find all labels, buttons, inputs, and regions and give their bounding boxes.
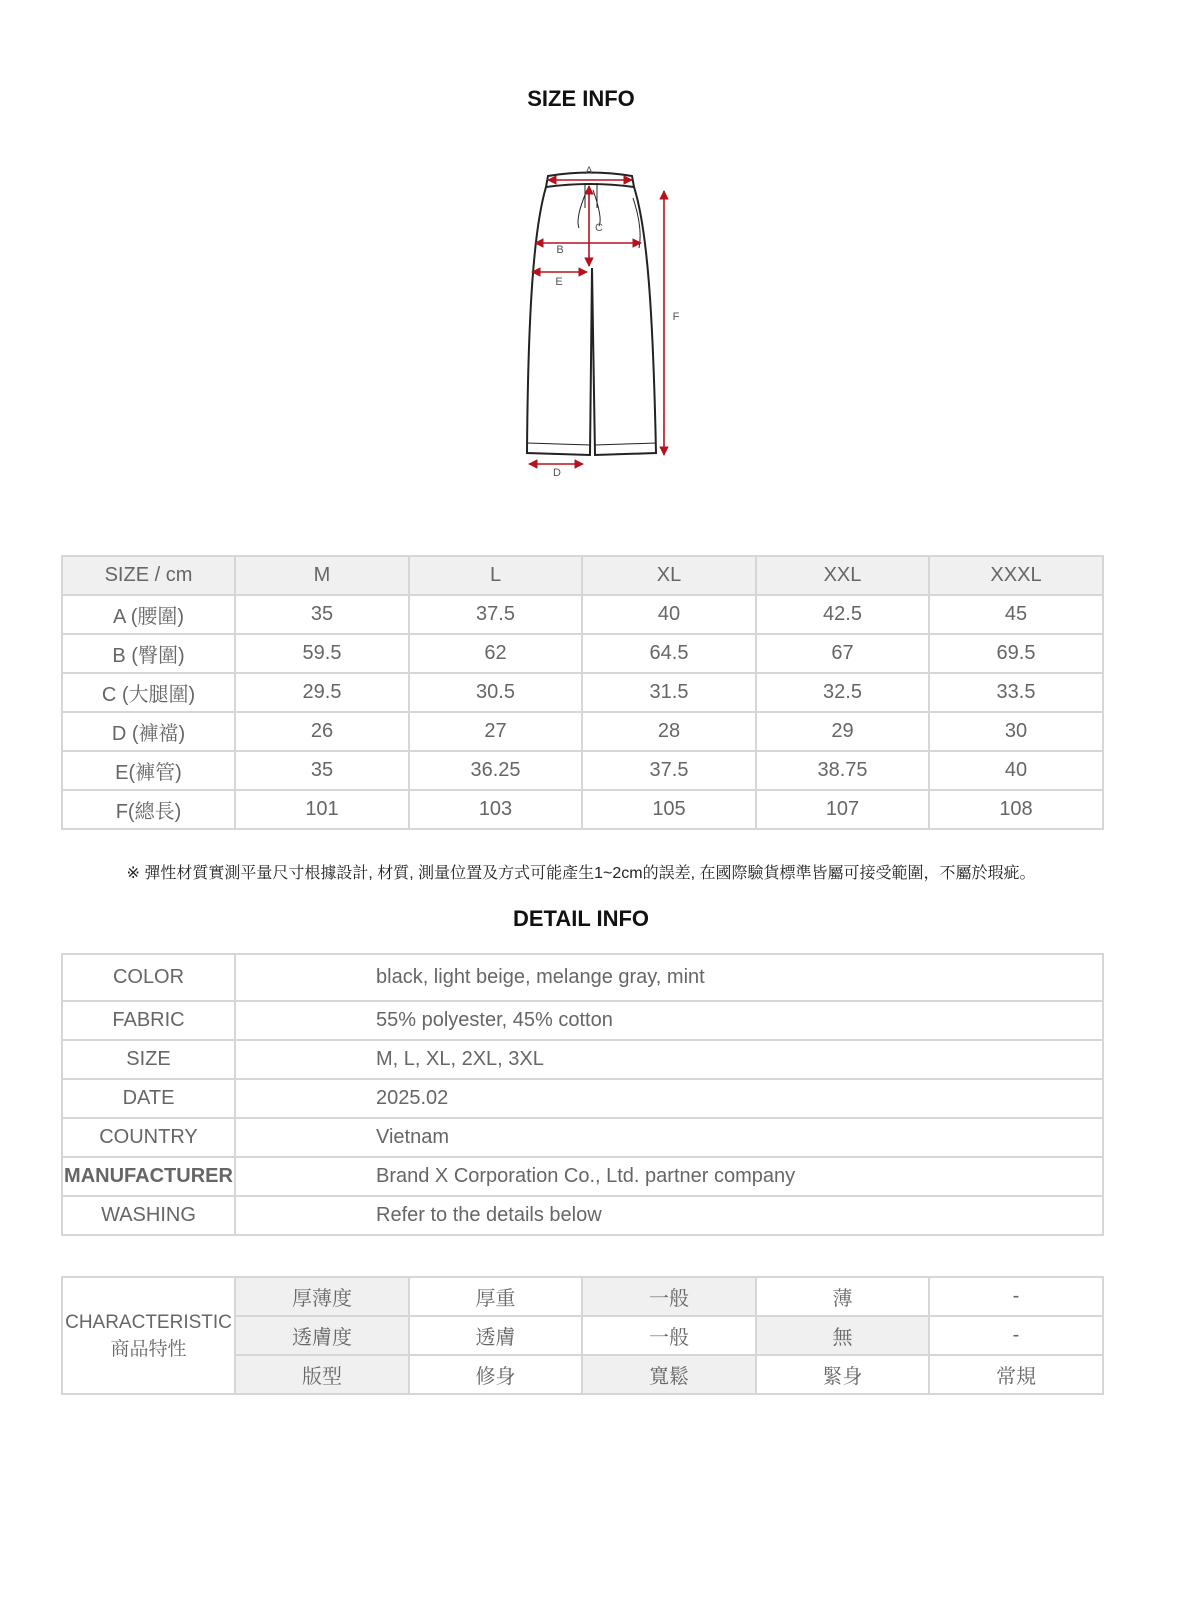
detail-row-washing (62, 1196, 1103, 1235)
detail-label: SIZE (62, 1040, 235, 1079)
table-row (62, 634, 1103, 673)
table-cell: 38.75 (756, 751, 929, 790)
characteristic-option: 常規 (929, 1355, 1103, 1394)
detail-row-fabric (62, 1001, 1103, 1040)
size-column-xxxl: XXXL (929, 556, 1103, 595)
size-table-header-row (62, 556, 1103, 595)
measurement-note: ※ 彈性材質實測平量尺寸根據設計, 材質, 測量位置及方式可能產生1~2cm的誤差, 在國際驗貨標準皆屬可接受範圍，不屬於瑕疵。 (126, 865, 1036, 882)
characteristic-option: - (929, 1316, 1103, 1355)
row-label: E(褲管) (62, 751, 235, 790)
table-cell: 29.5 (235, 673, 409, 712)
label-c: C (595, 222, 603, 234)
characteristic-option: 厚重 (409, 1277, 582, 1316)
detail-value: Brand X Corporation Co., Ltd. partner company (235, 1157, 1103, 1196)
size-column-xl: XL (582, 556, 756, 595)
characteristic-option-selected: 一般 (582, 1277, 756, 1316)
table-cell: 35 (235, 751, 409, 790)
row-label: F(總長) (62, 790, 235, 829)
characteristic-option: 薄 (756, 1277, 929, 1316)
detail-row-country (62, 1118, 1103, 1157)
table-cell: 108 (929, 790, 1103, 829)
table-cell: 45 (929, 595, 1103, 634)
characteristic-name: 版型 (235, 1355, 409, 1394)
size-column-header: SIZE / cm (62, 556, 235, 595)
characteristic-name: 厚薄度 (235, 1277, 409, 1316)
table-cell: 32.5 (756, 673, 929, 712)
table-cell: 101 (235, 790, 409, 829)
detail-value: Vietnam (235, 1118, 1103, 1157)
characteristic-option-selected: 無 (756, 1316, 929, 1355)
detail-label: COLOR (62, 954, 235, 1001)
table-row (62, 790, 1103, 829)
detail-label: FABRIC (62, 1001, 235, 1040)
table-cell: 42.5 (756, 595, 929, 634)
table-cell: 27 (409, 712, 582, 751)
pants-outline (527, 173, 656, 456)
size-column-l: L (409, 556, 582, 595)
table-cell: 30 (929, 712, 1103, 751)
characteristic-option: - (929, 1277, 1103, 1316)
table-row (62, 712, 1103, 751)
detail-value: M, L, XL, 2XL, 3XL (235, 1040, 1103, 1079)
pants-measurement-diagram (515, 158, 685, 480)
detail-row-date (62, 1079, 1103, 1118)
table-cell: 64.5 (582, 634, 756, 673)
table-cell: 40 (582, 595, 756, 634)
label-e: E (555, 276, 563, 288)
detail-row-manufacturer (62, 1157, 1103, 1196)
row-label: C (大腿圍) (62, 673, 235, 712)
label-f: F (672, 311, 680, 323)
characteristic-label-zh: 商品特性 (110, 1338, 187, 1360)
table-cell: 59.5 (235, 634, 409, 673)
table-cell: 37.5 (409, 595, 582, 634)
characteristic-option: 修身 (409, 1355, 582, 1394)
characteristic-option: 緊身 (756, 1355, 929, 1394)
characteristic-name: 透膚度 (235, 1316, 409, 1355)
row-label: A (腰圍) (62, 595, 235, 634)
characteristic-category-label (62, 1277, 235, 1394)
table-cell: 31.5 (582, 673, 756, 712)
detail-label: MANUFACTURER (62, 1157, 235, 1196)
characteristic-option: 一般 (582, 1316, 756, 1355)
table-cell: 107 (756, 790, 929, 829)
detail-label: WASHING (62, 1196, 235, 1235)
table-cell: 69.5 (929, 634, 1103, 673)
table-row (62, 751, 1103, 790)
table-cell: 62 (409, 634, 582, 673)
table-cell: 35 (235, 595, 409, 634)
characteristic-option-selected: 寬鬆 (582, 1355, 756, 1394)
size-column-xxl: XXL (756, 556, 929, 595)
row-label: D (褲襠) (62, 712, 235, 751)
table-cell: 67 (756, 634, 929, 673)
table-cell: 36.25 (409, 751, 582, 790)
characteristic-table (61, 1276, 1104, 1395)
detail-label: DATE (62, 1079, 235, 1118)
table-cell: 29 (756, 712, 929, 751)
characteristic-row-thickness (62, 1277, 1103, 1316)
table-cell: 37.5 (582, 751, 756, 790)
table-cell: 33.5 (929, 673, 1103, 712)
detail-value: 55% polyester, 45% cotton (235, 1001, 1103, 1040)
detail-value: 2025.02 (235, 1079, 1103, 1118)
size-column-m: M (235, 556, 409, 595)
table-cell: 40 (929, 751, 1103, 790)
detail-row-color (62, 954, 1103, 1001)
detail-label: COUNTRY (62, 1118, 235, 1157)
detail-value: black, light beige, melange gray, mint (235, 954, 1103, 1001)
size-info-heading: SIZE INFO (527, 86, 635, 111)
table-row (62, 673, 1103, 712)
characteristic-option: 透膚 (409, 1316, 582, 1355)
label-a: A (585, 165, 593, 177)
characteristic-label-en: CHARACTERISTIC (65, 1311, 232, 1333)
detail-row-size (62, 1040, 1103, 1079)
table-cell: 105 (582, 790, 756, 829)
detail-table (61, 953, 1104, 1236)
row-label: B (臀圍) (62, 634, 235, 673)
table-cell: 30.5 (409, 673, 582, 712)
size-table (61, 555, 1104, 830)
label-b: B (556, 244, 564, 256)
table-cell: 103 (409, 790, 582, 829)
table-cell: 28 (582, 712, 756, 751)
label-d: D (553, 467, 561, 479)
table-row (62, 595, 1103, 634)
detail-info-heading: DETAIL INFO (512, 906, 650, 931)
detail-value: Refer to the details below (235, 1196, 1103, 1235)
table-cell: 26 (235, 712, 409, 751)
